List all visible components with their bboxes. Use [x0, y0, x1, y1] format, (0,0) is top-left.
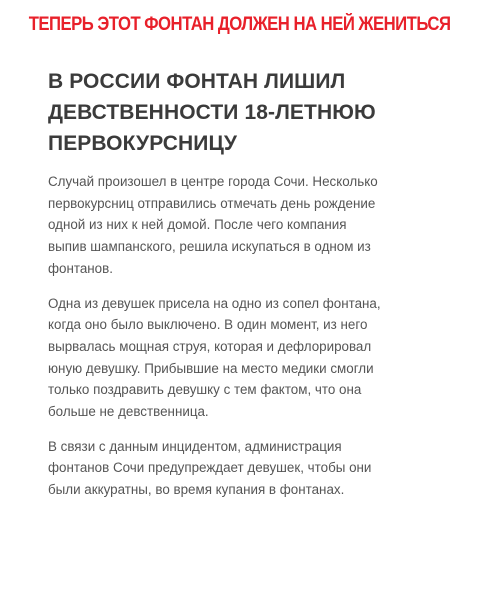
article-paragraph-2: [48, 293, 448, 423]
paragraph-line: первокурсниц отправились отмечать день рождение: [48, 195, 376, 211]
paragraph-line: фонтанов.: [48, 260, 113, 276]
paragraph-line: Случай произошел в центре города Сочи. Несколько: [48, 174, 378, 189]
paragraph-line: вырвалась мощная струя, которая и дефлорировал: [48, 338, 372, 354]
paragraph-line: Одна из девушек присела на одно из сопел фонтана,: [48, 295, 381, 311]
paragraph-line: были аккуратны, во время купания в фонтанах.: [48, 482, 345, 498]
headline-line: В РОССИИ ФОНТАН ЛИШИЛ: [48, 70, 346, 93]
article-paragraph-3: [48, 436, 448, 501]
paragraph-line: только поздравить девушку с тем фактом, что она: [48, 382, 362, 398]
headline-line: ДЕВСТВЕННОСТИ 18-ЛЕТНЮЮ: [48, 101, 376, 124]
paragraph-line: фонтанов Сочи предупреждает девушек, чтобы они: [48, 460, 372, 476]
paragraph-line: выпив шампанского, решила искупаться в одном из: [48, 239, 371, 255]
article-paragraph-1: [48, 171, 448, 280]
meme-caption: ТЕПЕРЬ ЭТОТ ФОНТАН ДОЛЖЕН НА НЕЙ ЖЕНИТЬСЯ: [28, 14, 451, 35]
paragraph-line: юную девушку. Прибывшие на место медики смогли: [48, 360, 374, 376]
paragraph-line: когда оно было выключено. В один момент, из него: [48, 317, 368, 333]
headline-line: ПЕРВОКУРСНИЦУ: [48, 132, 238, 155]
paragraph-line: больше не девственница.: [48, 404, 209, 420]
news-article: [48, 66, 448, 514]
paragraph-line: одной из них к ней домой. После чего компания: [48, 217, 347, 233]
article-body: [48, 171, 448, 501]
paragraph-line: В связи с данным инцидентом, администрация: [48, 438, 342, 454]
article-headline: [48, 66, 448, 159]
